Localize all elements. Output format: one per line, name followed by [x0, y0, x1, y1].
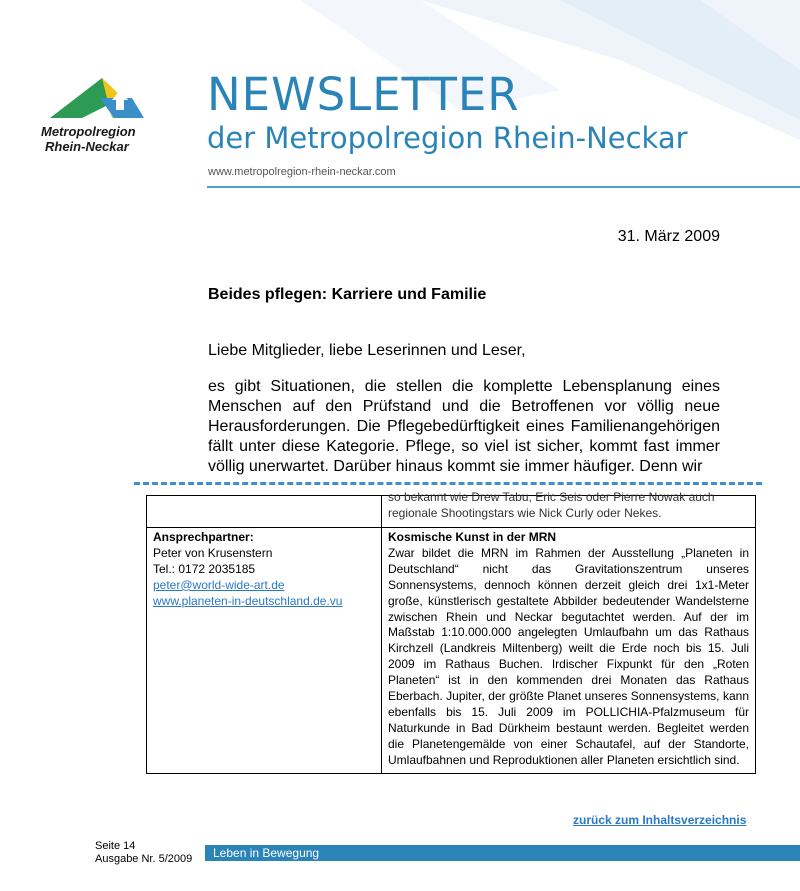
- cell-last-line: regionale Shootingstars wie Nick Curly oder Nekes.: [388, 505, 662, 520]
- article-cell: [382, 528, 756, 774]
- contact-name: Peter von Krusenstern: [153, 545, 273, 560]
- table-cell-previous-article: [382, 490, 756, 528]
- logo-text-line2: Rhein-Neckar: [45, 139, 129, 154]
- table-cell-empty: [147, 496, 382, 528]
- website-url: www.metropolregion-rhein-neckar.com: [208, 166, 396, 178]
- clipped-line: so bekannt wie Drew Tabu, Eric Seis oder Pierre Nowak auch: [388, 490, 715, 504]
- contact-phone: Tel.: 0172 2035185: [153, 561, 256, 576]
- footer-page-info: [95, 840, 192, 866]
- intro-paragraph: es gibt Situationen, die stellen die komplette Lebensplanung eines Menschen auf den Prüfstand und die Betroffenen vor völlig neue Herausforderungen. Die Pflegebedürftigkeit eines Familienangehörigen fällt unter diese Kategorie. Pflege, so viel ist sicher, kommt fast immer völlig unerwartet. Darüber hinaus kommt sie immer häufiger. Denn wir: [208, 378, 720, 475]
- cell-clipped-text: [388, 490, 749, 523]
- salutation: Liebe Mitglieder, liebe Leserinnen und Leser,: [208, 342, 526, 359]
- contact-heading: Ansprechpartner:: [153, 530, 254, 544]
- contact-cell: [147, 528, 382, 774]
- table-row: [147, 528, 756, 774]
- page-number: Seite 14: [95, 840, 136, 852]
- footer-slogan: Leben in Bewegung: [213, 846, 320, 860]
- issue-number: Ausgabe Nr. 5/2009: [95, 853, 193, 865]
- article-title: Kosmische Kunst in der MRN: [388, 530, 557, 544]
- back-to-contents-link[interactable]: zurück zum Inhaltsverzeichnis: [573, 813, 747, 827]
- newsletter-subtitle: der Metropolregion Rhein-Neckar: [207, 121, 688, 155]
- page-cut-divider: [134, 482, 762, 485]
- info-table: [146, 490, 756, 774]
- issue-date: 31. März 2009: [617, 228, 720, 245]
- header-divider: [207, 186, 800, 188]
- contact-email-link[interactable]: peter@world-wide-art.de: [153, 577, 285, 592]
- table-row: [147, 496, 756, 528]
- logo-wordmark: [41, 124, 136, 154]
- logo-text-line1: Metropolregion: [41, 124, 136, 139]
- article-body: Zwar bildet die MRN im Rahmen der Ausstellung „Planeten in Deutschland“ nicht das Gravitationszentrum unseres Sonnensystems, dennoch können derzeit gleich drei 1x1-Meter große, künstlerisch gestaltete Abbilder bedeutender Wandelsterne zwischen Rhein und Neckar begutachtet werden. Auf der im Maßstab 1:10.000.000 angelegten Umlaufbahn um das Rathaus Kirchzell (Landkreis Miltenberg) weilt die Erde noch bis 15. Juli 2009 im Rathaus Buchen. Irdischer Fixpunkt für den „Roten Planeten“ ist in den kommenden drei Monaten das Rathaus Eberbach. Jupiter, der größte Planet unseres Sonnensystems, kann ebenfalls bis 15. Juli 2009 im POLLICHIA-Pfalzmuseum für Naturkunde in Bad Dürkheim bestaunt werden. Begleitet werden die Planetengemälde von einer Schautafel, auf der Standorte, Umlaufbahnen und Reproduktionen aller Planeten ersichtlich sind.: [388, 545, 749, 767]
- footer-slogan-bar: [205, 845, 800, 861]
- contact-website-link[interactable]: www.planeten-in-deutschland.de.vu: [153, 593, 343, 608]
- article-headline: Beides pflegen: Karriere und Familie: [208, 286, 487, 303]
- newsletter-title: NEWSLETTER: [207, 68, 520, 121]
